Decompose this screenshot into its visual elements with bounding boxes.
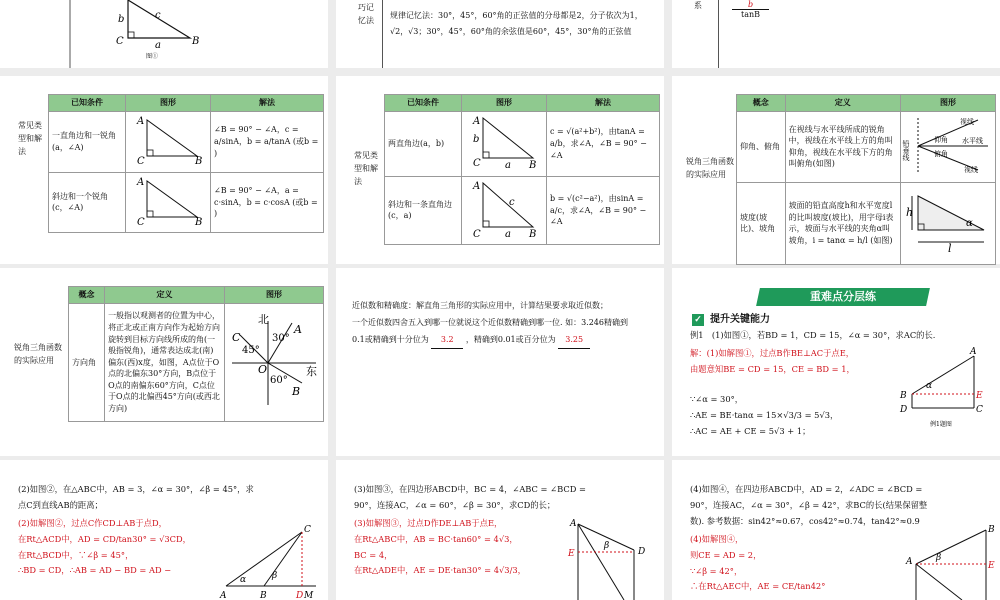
label-a: a: [505, 160, 511, 171]
point-A: A: [906, 557, 913, 567]
point-D: D: [638, 547, 646, 557]
slide-solve-types-1[interactable]: [0, 76, 328, 264]
label-C: C: [473, 228, 481, 240]
divider: [718, 0, 719, 68]
plumb-label: 铅垂线: [902, 140, 910, 161]
header-cell: 图形: [901, 95, 996, 112]
answer-blank-2: 3.25: [558, 332, 590, 350]
example-figure: [564, 518, 660, 600]
slide-triangle-figure[interactable]: [0, 0, 328, 68]
table-row: [385, 176, 660, 245]
direction-figure: [228, 311, 320, 411]
example-figure: [216, 520, 326, 600]
header-cell: 图形: [225, 287, 324, 304]
point-E: E: [568, 549, 575, 559]
solution-line: ∵∠β = 42°，: [690, 565, 743, 576]
label-l: l: [948, 242, 952, 256]
memory-line-2: √2，√3；30°，45°，60°角的余弦值是60°，45°，30°角的正弦值: [390, 26, 632, 36]
solution-line: (3)如解图③，过点D作DE⊥AB于点E，: [354, 518, 503, 528]
question-line: (2)如图②，在△ABC中，AB = 3，∠α = 30°，∠β = 45°，求: [18, 484, 254, 494]
sight-label: 视线: [960, 118, 974, 126]
angle-60: 60°: [270, 374, 288, 386]
point-A: A: [294, 322, 302, 336]
concept-table: [68, 286, 324, 422]
point-C: C: [304, 525, 311, 535]
right-triangle-figure: [0, 0, 328, 68]
subtitle-text: 提升关键能力: [710, 314, 770, 325]
question-line: 点C到直线AB的距离；: [18, 499, 103, 510]
example-figure: [902, 524, 996, 600]
label-b: b: [118, 14, 125, 25]
solution-line: ∴BD = CD，∴AB = AD − BD = AD −: [18, 565, 172, 576]
header-cell: 概念: [69, 287, 105, 304]
table-row: [737, 182, 996, 264]
concept-cell: 仰角、俯角: [737, 112, 786, 183]
figure-cell: [126, 112, 211, 173]
label-A: A: [473, 180, 481, 192]
figure-caption: 例1题图: [930, 421, 952, 428]
triangle-figure: [129, 114, 203, 166]
figure-cell: [901, 182, 996, 264]
condition-cell: 两直角边(a，b): [385, 112, 462, 177]
label-C: C: [137, 156, 145, 167]
label-b: b: [473, 134, 480, 145]
table-header-row: [737, 95, 996, 112]
section-banner: [756, 288, 930, 306]
figure-cell: [901, 112, 996, 183]
point-B: B: [260, 591, 267, 600]
relation-formula: [732, 0, 769, 19]
label-alpha: α: [966, 218, 973, 230]
example-figure: [894, 348, 994, 438]
triangle-figure: [129, 175, 203, 227]
slide-example-1[interactable]: [672, 268, 1000, 456]
solution-text: [18, 516, 218, 579]
question-text: [18, 482, 318, 514]
label-B: B: [192, 36, 200, 47]
question-line: (3)如图③，在四边形ABCD中，BC = 4，∠ABC = ∠BCD =: [354, 484, 586, 494]
point-B: B: [900, 391, 907, 401]
depression-label: 俯角: [934, 150, 948, 158]
question-text: [354, 482, 654, 514]
slide-example-1-part4[interactable]: [672, 460, 1000, 600]
approx-line-1: 近似数和精确度：解直角三角形的实际应用中，计算结果要求取近似数；: [352, 301, 608, 310]
slide-relation[interactable]: [672, 0, 1000, 68]
condition-cell: 斜边和一条直角边(c，a): [385, 176, 462, 245]
header-cell: 定义: [105, 287, 225, 304]
triangle-figure: [465, 179, 539, 239]
formula-denominator: tanB: [741, 10, 761, 19]
angle-30: 30°: [272, 332, 290, 344]
label-a: a: [155, 40, 161, 51]
memory-text: [390, 10, 660, 37]
angle-alpha: α: [926, 381, 933, 391]
approx-line-2: 一个近似数四舍五入到哪一位就说这个近似数精确到哪一位. 如：3.246精确到: [352, 317, 628, 327]
header-cell: 图形: [462, 95, 547, 112]
label-B: B: [195, 216, 203, 228]
solution-line: 由题意知BE = CD = 15，CE = BD = 1，: [690, 363, 855, 374]
table-row: [737, 112, 996, 183]
figure-cell: [462, 112, 547, 177]
slide-memory-trick[interactable]: [336, 0, 664, 68]
point-D: D: [900, 405, 908, 415]
question-text: [690, 482, 990, 529]
table-row: [49, 112, 324, 173]
solution-line: 在Rt△ADE中，AE = DE·tan30° = 4√3/3，: [354, 565, 526, 576]
question-line: 90°，连接AC，∠α = 60°，∠β = 30°，求CD的长；: [354, 499, 556, 510]
slope-figure: [904, 186, 992, 256]
solution-line: ∴在Rt△AEC中，AE = CE/tan42°: [690, 581, 826, 592]
table-row: [49, 172, 324, 233]
solution-text: [690, 392, 910, 439]
subtitle: [692, 310, 770, 326]
header-cell: 解法: [211, 95, 324, 112]
angle-beta: β: [936, 553, 942, 563]
label-A: A: [473, 116, 481, 127]
triangle-figure: [465, 114, 539, 170]
angle-alpha: α: [240, 575, 247, 585]
elevation-label: 仰角: [934, 136, 948, 144]
point-O: O: [258, 362, 268, 376]
divider: [382, 0, 383, 68]
point-A: A: [570, 519, 577, 529]
definition-cell: 在视线与水平线所成的锐角中，视线在水平线上方的角叫仰角，视线在水平线下方的角叫俯角(如图): [785, 112, 900, 183]
label-B: B: [529, 228, 537, 240]
definition-cell: 一般指以观测者的位置为中心，将正北或正南方向作为起始方向旋转到目标方向线所成的角(一般指锐角)，通常表达成北(南)偏东(西)x度，如图，A点位于O点的北偏东30°方向，B点位于O点的南偏东60°方向，C点位于O点的北偏西45°方向(或西北方向): [105, 304, 225, 422]
side-label: 巧记 忆法: [358, 3, 374, 25]
point-C: C: [976, 405, 983, 415]
label-c: c: [509, 196, 515, 208]
point-M: M: [304, 591, 314, 600]
solution-cell: b = √(c²−a²)，由sinA = a/c，求∠A，∠B = 90° − ∠A: [547, 176, 660, 245]
label-C: C: [116, 36, 124, 47]
side-label: 系: [694, 1, 702, 10]
concept-cell: 方向角: [69, 304, 105, 422]
figure-caption: 图①: [146, 53, 159, 60]
table-row: [385, 112, 660, 177]
label-a: a: [505, 228, 511, 240]
slide-example-1-part3[interactable]: [336, 460, 664, 600]
solution-line: BC = 4，: [354, 549, 393, 560]
table-header-row: [49, 95, 324, 112]
concept-table: [736, 94, 996, 265]
point-A: A: [220, 591, 227, 600]
table-row: [69, 304, 324, 422]
slide-elevation-slope[interactable]: [672, 76, 1000, 264]
banner-title: 重难点分层练: [810, 290, 876, 303]
table-header-row: [69, 287, 324, 304]
solution-line: ∴AE = BE·tanα = 15×√3/3 = 5√3，: [690, 409, 839, 420]
approximation-text: [352, 298, 652, 349]
elevation-figure: [904, 114, 992, 176]
slide-approximation[interactable]: [336, 268, 664, 456]
formula-numerator: b: [732, 0, 769, 10]
solution-line: ∴AC = AE + CE = 5√3 + 1；: [690, 425, 811, 436]
solution-line: (4)如解图④，: [690, 534, 744, 544]
horizontal-label: 水平线: [962, 137, 983, 145]
question-line: 90°，连接AC，∠α = 30°，∠β = 42°，求BC的长(结果保留整: [690, 499, 928, 510]
east-label: 东: [306, 364, 317, 378]
solution-line: 解：(1)如解图①，过点B作BE⊥AC于点E，: [690, 348, 855, 358]
solution-line: ∵∠α = 30°，: [690, 394, 744, 404]
point-C: C: [232, 330, 241, 344]
solve-table: [48, 94, 324, 233]
label-c: c: [155, 10, 161, 21]
solution-line: 在Rt△BCD中，∵∠β = 45°，: [18, 549, 134, 560]
side-label: 常见类 型和解 法: [18, 121, 42, 156]
table-header-row: [385, 95, 660, 112]
side-label: 常见类 型和解 法: [354, 151, 378, 186]
label-C: C: [473, 158, 481, 169]
side-label: 锐角三角函数 的实际应用: [14, 343, 62, 365]
angle-beta: β: [604, 541, 610, 551]
solution-cell: ∠B = 90° − ∠A，a = c·sinA，b = c·cosA (或b = ): [211, 172, 324, 233]
condition-cell: 一直角边和一锐角(a，∠A): [49, 112, 126, 173]
solution-cell: ∠B = 90° − ∠A，c = a/sinA，b = a/tanA (或b = ): [211, 112, 324, 173]
solution-line: 在Rt△ACD中，AD = CD/tan30° = √3CD，: [18, 533, 191, 544]
figure-cell: [462, 176, 547, 245]
point-A: A: [970, 347, 977, 357]
header-cell: 已知条件: [49, 95, 126, 112]
answer-blank-1: 3.2: [431, 332, 463, 350]
angle-45: 45°: [242, 344, 260, 356]
figure-cell: [126, 172, 211, 233]
solution-line: 则CE = AD = 2，: [690, 549, 762, 560]
north-label: 北: [258, 312, 269, 326]
header-cell: 定义: [785, 95, 900, 112]
approx-line-3: [352, 332, 652, 350]
point-E: E: [976, 391, 983, 401]
label-A: A: [137, 176, 145, 188]
point-B: B: [988, 525, 995, 535]
solution-line: 在Rt△ABC中，AB = BC·tan60° = 4√3，: [354, 533, 518, 544]
side-label: 锐角三角函数 的实际应用: [686, 157, 734, 179]
solution-cell: c = √(a²+b²)，由tanA = a/b，求∠A，∠B = 90° − ∠A: [547, 112, 660, 177]
point-E: E: [988, 561, 995, 571]
label-B: B: [529, 160, 537, 171]
label-A: A: [137, 116, 145, 127]
concept-cell: 坡度(坡比)、坡角: [737, 182, 786, 264]
approx-line-3a: 0.1或精确到十分位为: [352, 334, 429, 344]
definition-cell: 坡面的铅直高度h和水平宽度l的比叫坡度(坡比)，用字母i表示，坡面与水平线的夹角α叫坡角，i = tanα = h/l (如图): [785, 182, 900, 264]
header-cell: 已知条件: [385, 95, 462, 112]
point-B: B: [292, 384, 301, 398]
memory-line-1: 规律记忆法：30°，45°，60°角的正弦值的分母都是2，分子依次为1，: [390, 11, 643, 20]
condition-cell: 斜边和一个锐角(c，∠A): [49, 172, 126, 233]
solution-text: [690, 346, 910, 378]
label-C: C: [137, 216, 145, 228]
label-B: B: [195, 156, 203, 167]
figure-cell: [225, 304, 324, 422]
header-cell: 解法: [547, 95, 660, 112]
header-cell: 图形: [126, 95, 211, 112]
header-cell: 概念: [737, 95, 786, 112]
question-line: 数). 参考数据：sin42°≈0.67，cos42°≈0.74，tan42°≈0.9: [690, 515, 920, 526]
question-line: (4)如图④，在四边形ABCD中，AD = 2，∠ADC = ∠BCD =: [690, 484, 923, 494]
slide-direction-angle[interactable]: [0, 268, 328, 456]
solve-table: [384, 94, 660, 245]
point-D: D: [296, 591, 304, 600]
slide-solve-types-2[interactable]: [336, 76, 664, 264]
solution-line: (2)如解图②，过点C作CD⊥AB于点D，: [18, 518, 167, 528]
question-text: 例1 (1)如图①，若BD = 1，CD = 15，∠α = 30°，求AC的长.: [690, 330, 936, 340]
solution-text: [690, 532, 900, 595]
solution-text: [354, 516, 564, 579]
angle-beta: β: [272, 571, 278, 581]
slide-example-1-part2[interactable]: [0, 460, 328, 600]
sight-label: 视线: [964, 166, 978, 174]
check-icon: ✓: [692, 314, 704, 326]
approx-line-3b: ，精确到0.01或百分位为: [465, 334, 556, 344]
label-h: h: [906, 206, 914, 220]
